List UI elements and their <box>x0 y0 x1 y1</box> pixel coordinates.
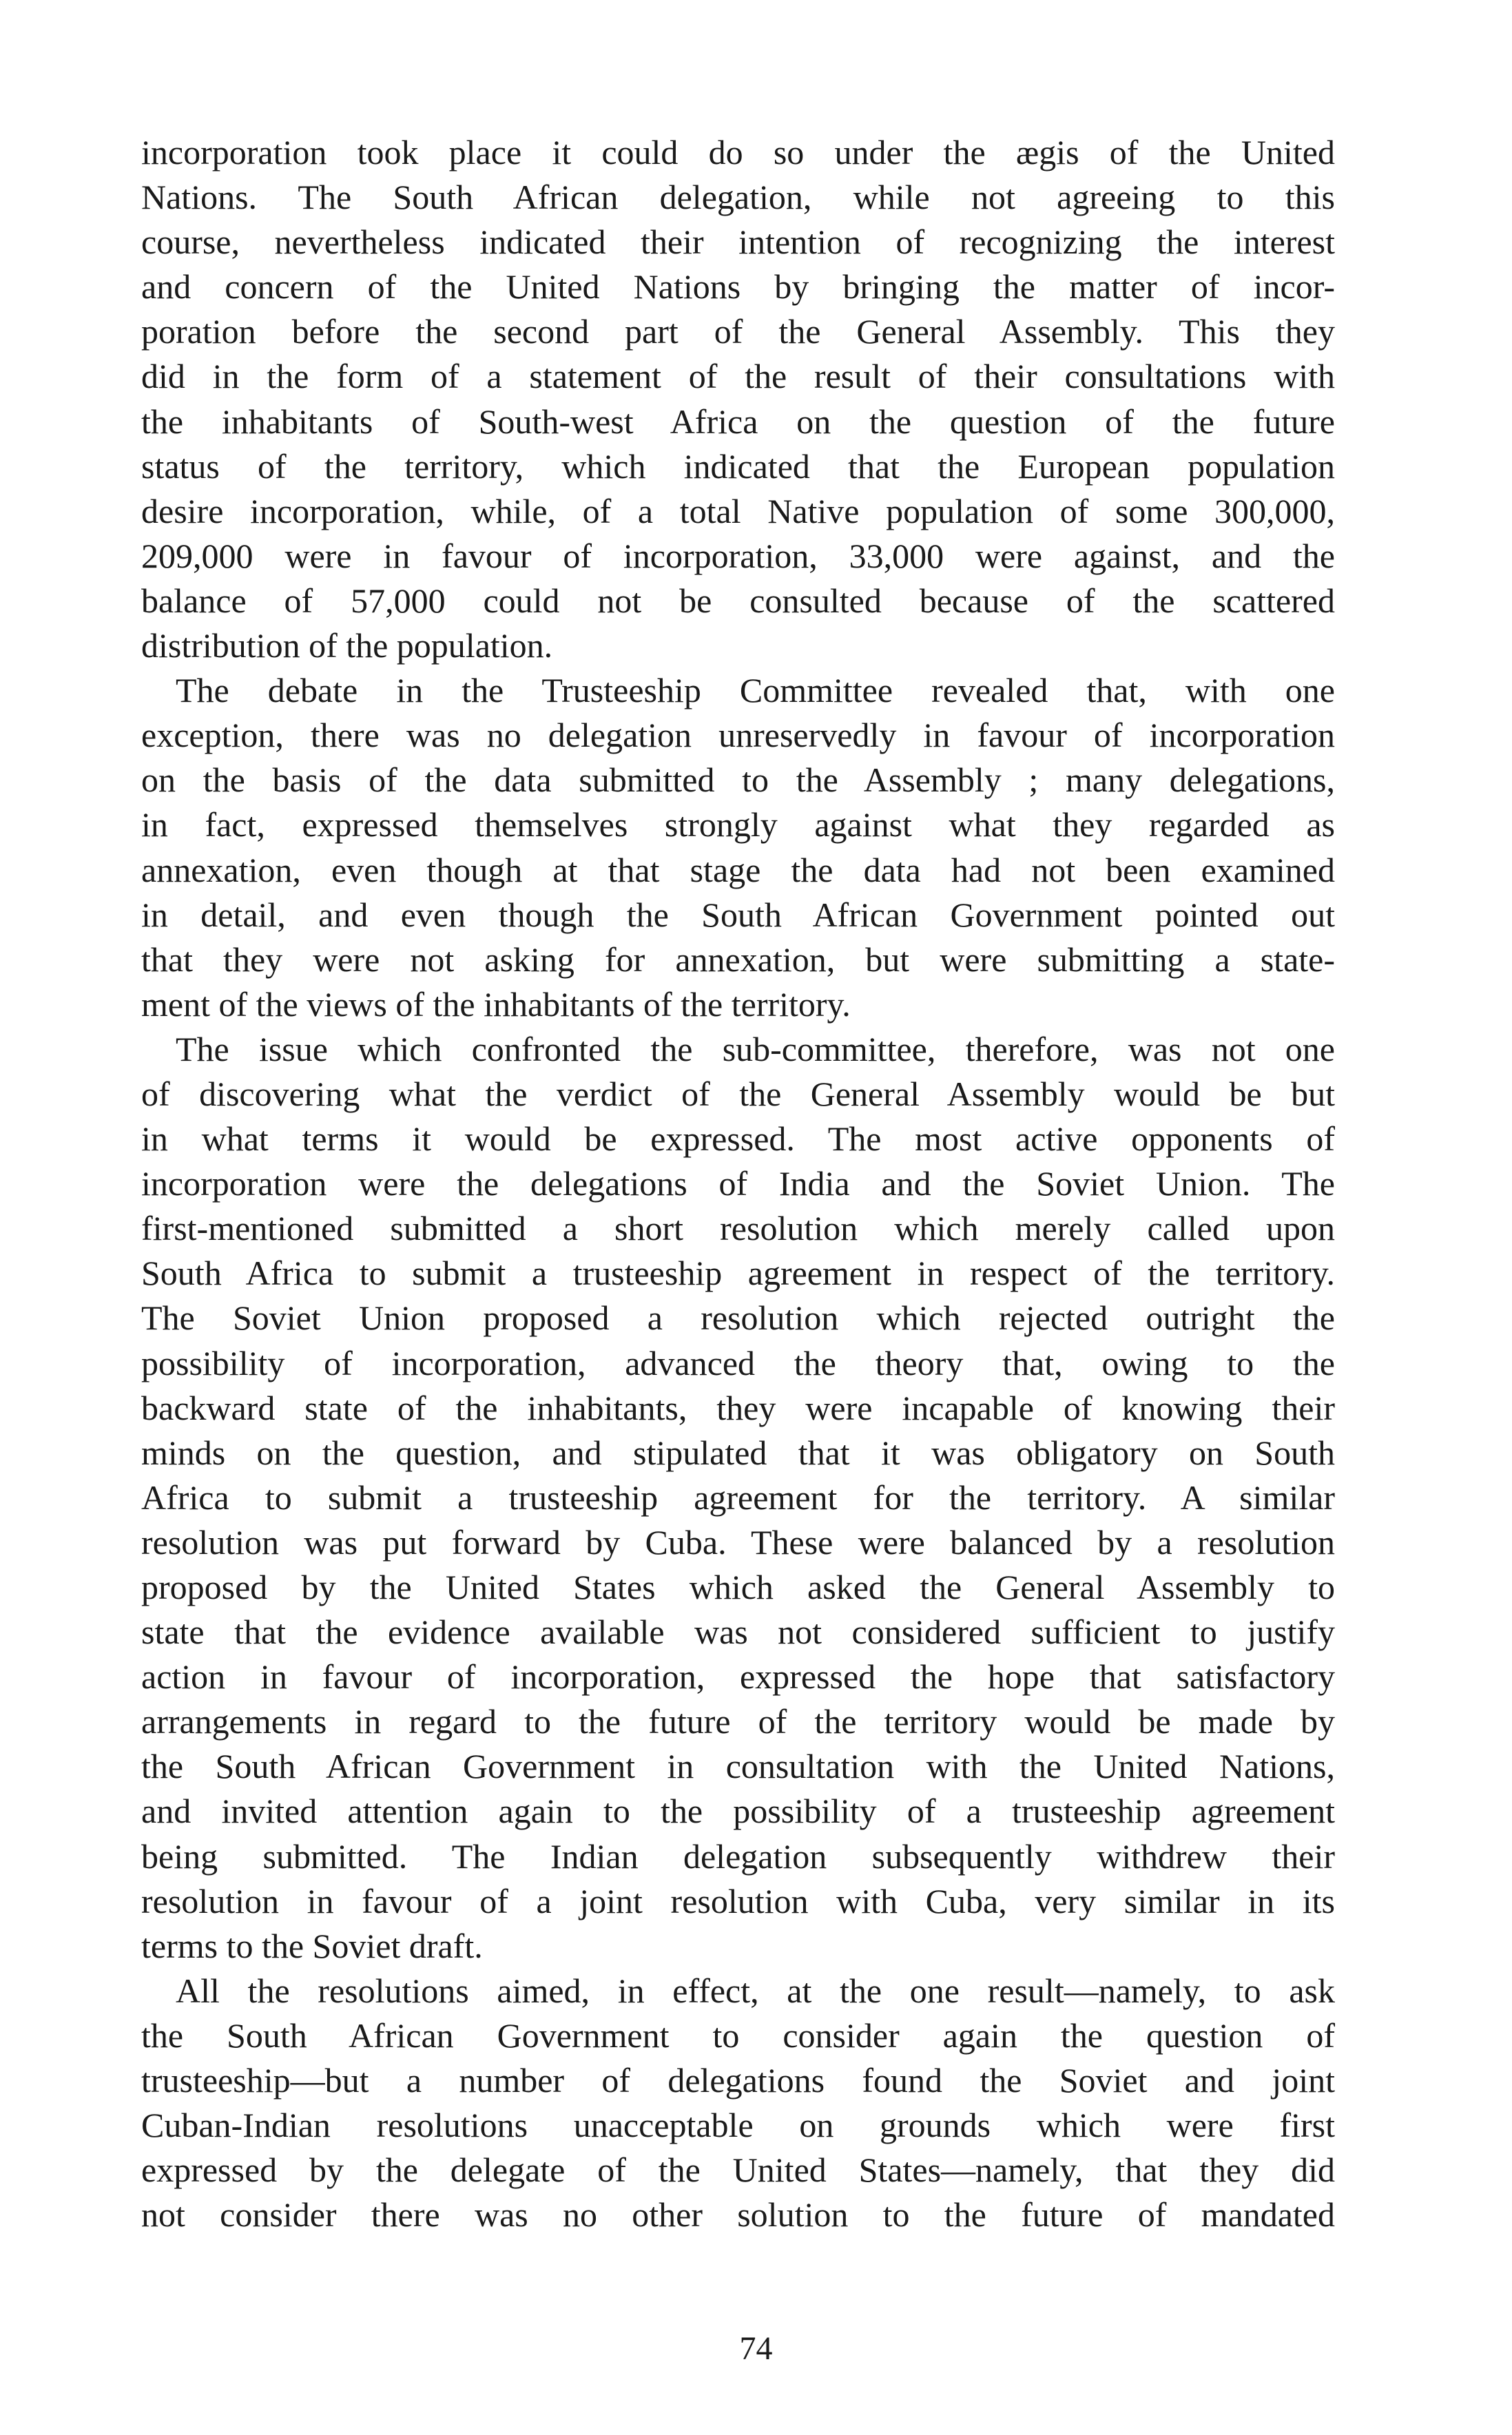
text-line: did in the form of a statement of the result of their consultations with <box>141 357 1335 396</box>
text-line: minds on the question, and stipulated that it was obligatory on South <box>141 1433 1335 1472</box>
text-line: possibility of incorporation, advanced the theory that, owing to the <box>141 1343 1335 1382</box>
text-line: arrangements in regard to the future of the territory would be made by <box>141 1702 1335 1741</box>
text-line: desire incorporation, while, of a total Native population of some 300,000, <box>141 491 1335 530</box>
text-line: status of the territory, which indicated that the European population <box>141 446 1335 486</box>
text-line: Cuban-Indian resolutions unacceptable on grounds which were first <box>141 2106 1335 2145</box>
text-line: The Soviet Union proposed a resolution which rejected outright the <box>141 1298 1335 1338</box>
text-line: 209,000 were in favour of incorporation, 33,000 were against, and the <box>141 536 1335 575</box>
text-line: first-mentioned submitted a short resolution which merely called upon <box>141 1209 1335 1248</box>
text-line: trusteeship—but a number of delegations found the Soviet and joint <box>141 2061 1335 2100</box>
text-line: exception, there was no delegation unreservedly in favour of incorporation <box>141 716 1335 755</box>
text-line: terms to the Soviet draft. <box>141 1926 483 1965</box>
text-line: proposed by the United States which asked the General Assembly to <box>141 1568 1335 1606</box>
text-line: resolution in favour of a joint resolution with Cuba, very similar in its <box>141 1881 1335 1920</box>
text-line: in what terms it would be expressed. The most active opponents of <box>141 1119 1335 1159</box>
text-line: in fact, expressed themselves strongly against what they regarded as <box>141 805 1335 845</box>
text-line: distribution of the population. <box>141 626 553 665</box>
text-line: state that the evidence available was not considered sufficient to justify <box>141 1613 1335 1652</box>
text-line: the South African Government to consider again the question of <box>141 2016 1335 2055</box>
paragraph-2 <box>141 668 1335 1027</box>
paragraph-3 <box>141 1027 1335 1969</box>
text-line: resolution was put forward by Cuba. These were balanced by a resolution <box>141 1522 1335 1562</box>
text-line: Africa to submit a trusteeship agreement for the territory. A similar <box>141 1478 1335 1517</box>
text-line: expressed by the delegate of the United States—namely, that they did <box>141 2151 1335 2190</box>
text-line: that they were not asking for annexation, but were submitting a state- <box>141 940 1335 979</box>
text-line: The debate in the Trusteeship Committee revealed that, with one <box>176 671 1335 710</box>
text-line: being submitted. The Indian delegation subsequently withdrew their <box>141 1836 1335 1876</box>
text-line: the South African Government in consultation with the United Nations, <box>141 1747 1335 1786</box>
text-line: Nations. The South African delegation, while not agreeing to this <box>141 178 1335 217</box>
text-line: in detail, and even though the South African Government pointed out <box>141 895 1335 934</box>
page-body <box>141 130 1335 2237</box>
text-line: incorporation were the delegations of India and the Soviet Union. The <box>141 1164 1335 1203</box>
text-line: of discovering what the verdict of the General Assembly would be but <box>141 1074 1335 1113</box>
text-line: course, nevertheless indicated their intention of recognizing the interest <box>141 222 1335 262</box>
paragraph-1 <box>141 130 1335 668</box>
text-line: The issue which confronted the sub-committee, therefore, was not one <box>176 1029 1335 1068</box>
page-number: 74 <box>739 2330 773 2367</box>
text-line: not consider there was no other solution to the future of mandated <box>141 2195 1335 2235</box>
text-line: ment of the views of the inhabitants of the territory. <box>141 984 851 1024</box>
text-line: on the basis of the data submitted to the Assembly ; many delegations, <box>141 760 1335 800</box>
text-line: action in favour of incorporation, expressed the hope that satisfactory <box>141 1657 1335 1697</box>
text-line: and invited attention again to the possibility of a trusteeship agreement <box>141 1792 1335 1831</box>
paragraph-4 <box>141 1969 1335 2238</box>
text-line: poration before the second part of the General Assembly. This they <box>141 312 1335 351</box>
text-line: annexation, even though at that stage the data had not been examined <box>141 850 1335 889</box>
text-line: and concern of the United Nations by bringing the matter of incor- <box>141 267 1335 307</box>
text-line: backward state of the inhabitants, they were incapable of knowing their <box>141 1388 1335 1427</box>
text-line: All the resolutions aimed, in effect, at the one result—namely, to ask <box>176 1971 1335 2010</box>
text-line: incorporation took place it could do so under the ægis of the United <box>141 133 1335 172</box>
text-line: the inhabitants of South-west Africa on the question of the future <box>141 402 1335 441</box>
text-line: balance of 57,000 could not be consulted because of the scattered <box>141 581 1335 620</box>
text-line: South Africa to submit a trusteeship agreement in respect of the territory. <box>141 1254 1335 1293</box>
